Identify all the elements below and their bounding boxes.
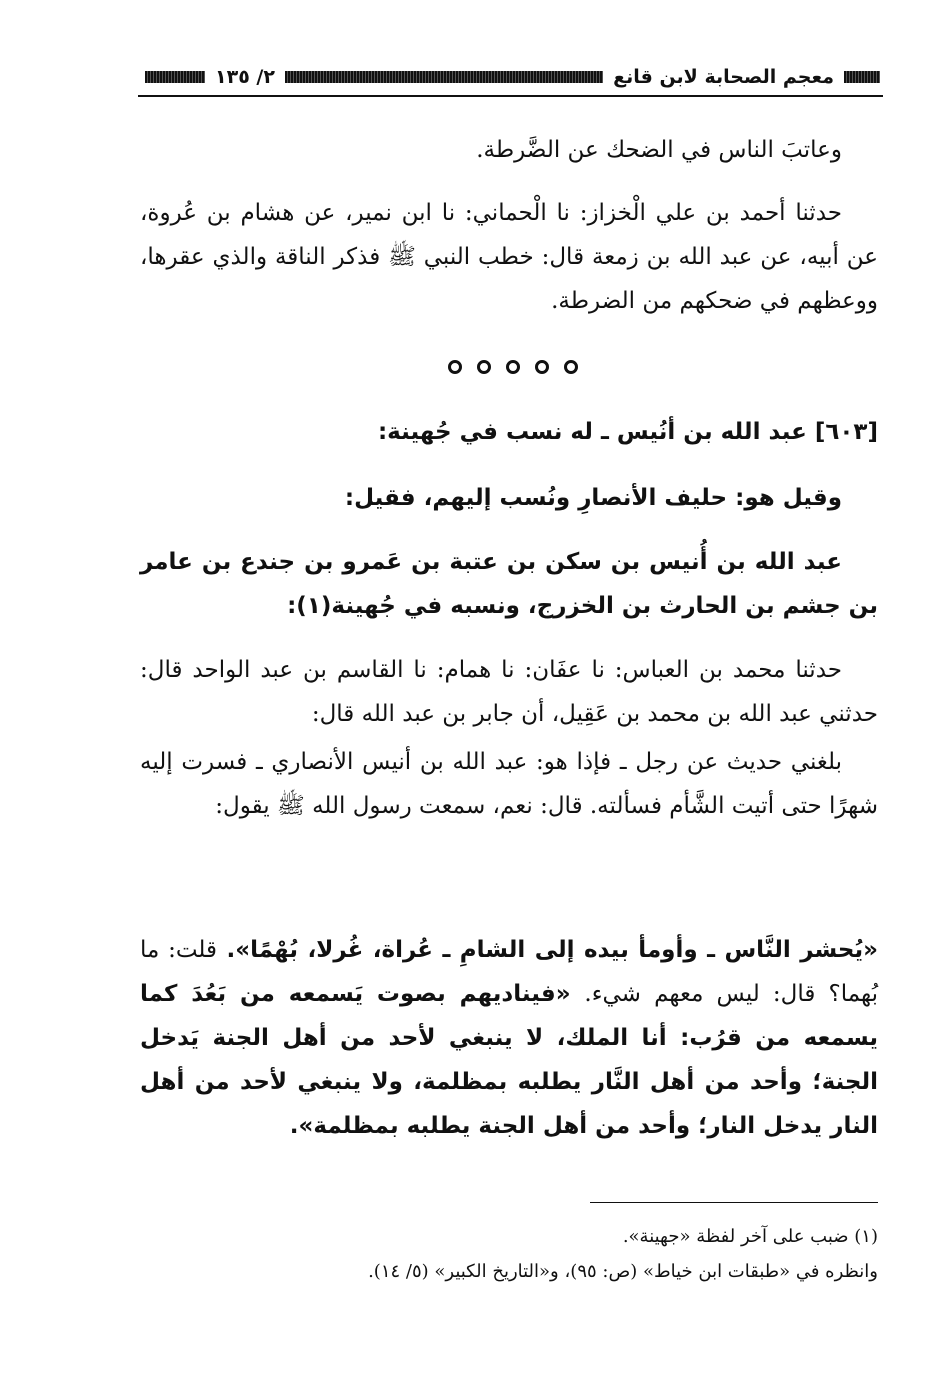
hadith-quote-1: «يُحشر النَّاس ـ وأومأ بيده إلى الشامِ ـ عُراة، غُرلا، بُهْمًا». bbox=[226, 937, 878, 963]
paragraph-1 bbox=[140, 128, 878, 172]
header-page-number: ٢/ ١٣٥ bbox=[215, 66, 275, 88]
separator-circle-icon bbox=[448, 360, 462, 374]
separator-circle-icon bbox=[564, 360, 578, 374]
separator-circle-icon bbox=[506, 360, 520, 374]
paragraph-5-text: حدثنا محمد بن العباس: نا عفَان: نا همام: نا القاسم بن عبد الواحد قال: حدثني عبد الله بن محمد بن عَقِيل، أن جابر بن عبد الله قال: bbox=[140, 657, 878, 727]
separator-circle-icon bbox=[477, 360, 491, 374]
paragraph-2 bbox=[140, 191, 878, 323]
paragraph-6 bbox=[140, 740, 878, 828]
paragraph-6-text: بلغني حديث عن رجل ـ فإذا هو: عبد الله بن أنيس الأنصاري ـ فسرت إليه شهرًا حتى أتيت الشَّأم فسألته. قال: نعم، سمعت رسول الله ﷺ يقول: bbox=[140, 749, 878, 819]
entry-heading-text: [٦٠٣] عبد الله بن أنُيس ـ له نسب في جُهينة: bbox=[377, 419, 878, 445]
hadith-quote-2: «فيناديهم بصوت يَسمعه من بَعُدَ كما يسمعه من قرُب: أنا الملك، لا ينبغي لأحد من أهل الجنة يَدخل الجنة؛ وأحد من أهل النَّار يطلبه بمظلمة، ولا ينبغي لأحد من أهل النار يدخل النار؛ وأحد من أهل الجنة يطلبه بمظلمة». bbox=[140, 981, 878, 1139]
header-ornament-middle bbox=[285, 71, 603, 83]
paragraph-4 bbox=[140, 540, 878, 628]
header-book-title: معجم الصحابة لابن قانع bbox=[613, 66, 834, 88]
footnote-1: (١) ضبب على آخر لفظة «جهينة». bbox=[622, 1226, 878, 1247]
running-header bbox=[145, 62, 880, 92]
header-ornament-right bbox=[844, 71, 880, 83]
paragraph-1-text: وعاتبَ الناس في الضحك عن الضَّرطة. bbox=[476, 137, 842, 163]
paragraph-5 bbox=[140, 648, 878, 736]
paragraph-7-text bbox=[140, 928, 878, 1148]
separator-circle-icon bbox=[535, 360, 549, 374]
header-ornament-left bbox=[145, 71, 205, 83]
question-answer: قلت: ما بُهما؟ قال: ليس معهم شيء. bbox=[140, 937, 879, 1007]
paragraph-4-text: عبد الله بن أُنيس بن سكن بن عتبة بن عَمرو بن جندع بن عامر بن جشم بن الحارث بن الخزرج، ونسبه في جُهينة(١): bbox=[140, 549, 878, 619]
footnote-rule bbox=[590, 1202, 878, 1203]
paragraph-2-text: حدثنا أحمد بن علي الْخزاز: نا الْحماني: نا ابن نمير، عن هشام بن عُروة، عن أبيه، عن عبد الله بن زمعة قال: خطب النبي ﷺ فذكر الناقة والذي عقرها، ووعظهم في ضحكهم من الضرطة. bbox=[140, 200, 878, 314]
footnote-2: وانظره في «طبقات ابن خياط» (ص: ٩٥)، و«التاريخ الكبير» (٥/ ١٤). bbox=[368, 1261, 878, 1282]
paragraph-3 bbox=[140, 476, 878, 520]
header-rule bbox=[138, 95, 883, 97]
entry-heading bbox=[140, 410, 878, 454]
paragraph-7 bbox=[140, 928, 878, 1148]
section-separator bbox=[448, 360, 578, 382]
paragraph-3-text: وقيل هو: حليف الأنصارِ ونُسب إليهم، فقيل: bbox=[344, 485, 842, 511]
